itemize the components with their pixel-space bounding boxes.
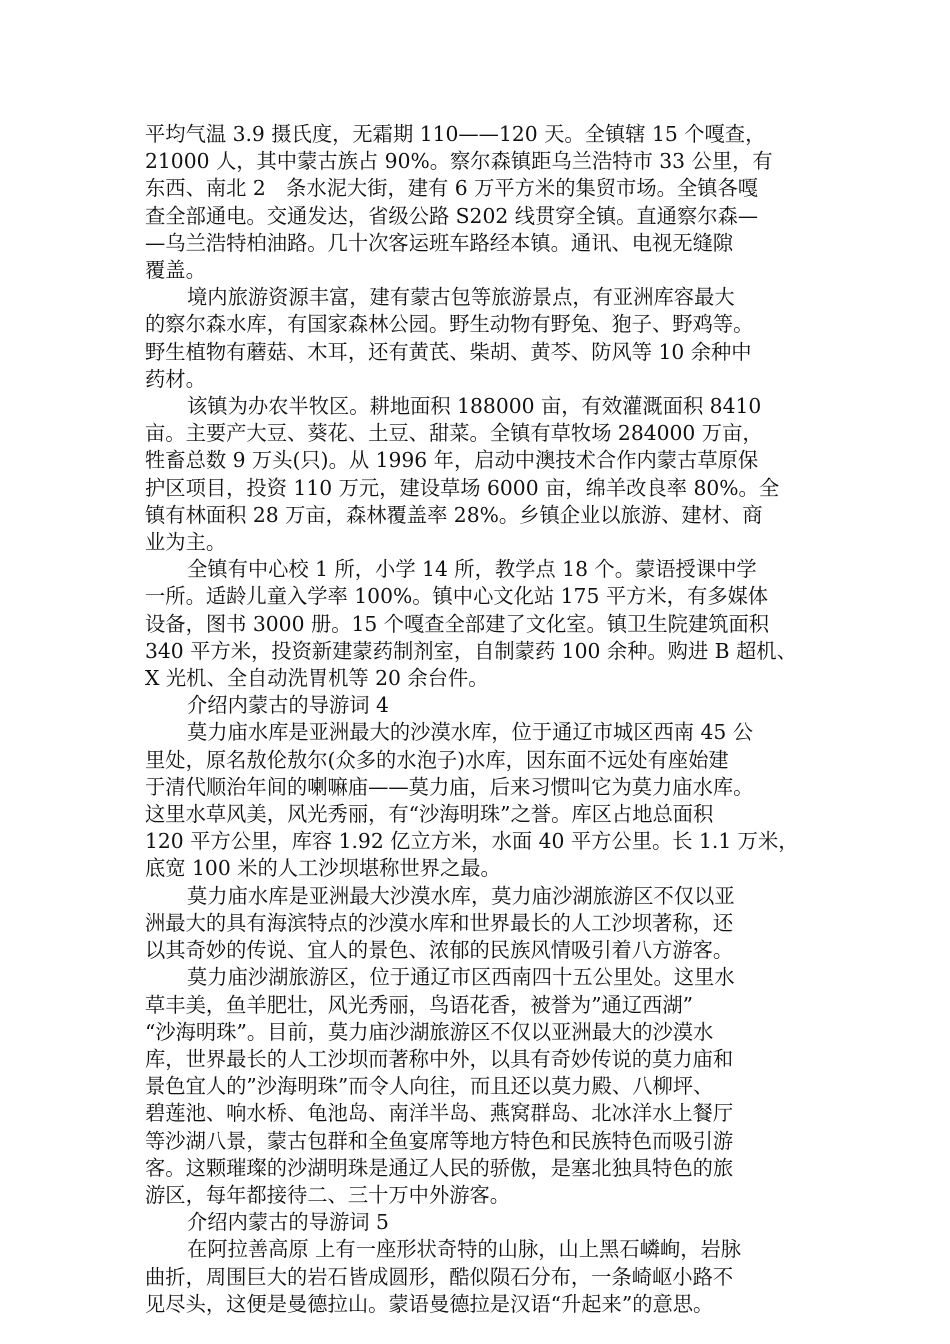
paragraph-molimiao-reservoir xyxy=(145,719,805,882)
text-line: 莫力庙水库是亚洲最大沙漠水库，莫力庙沙湖旅游区不仅以亚 xyxy=(187,883,735,908)
text-line: 药材。 xyxy=(145,366,206,391)
text-line: 客。这颗璀璨的沙湖明珠是通辽人民的骄傲，是塞北独具特色的旅 xyxy=(145,1155,734,1180)
text-line: 全镇有中心校 1 所，小学 14 所，教学点 18 个。蒙语授课中学 xyxy=(187,557,757,582)
text-line: 平均气温 3.9 摄氏度，无霜期 110——120 天。全镇辖 15 个嘎查， xyxy=(145,122,766,146)
text-line: 牲畜总数 9 万头(只)。从 1996 年，启动中澳技术合作内蒙古草原保 xyxy=(145,448,759,473)
text-line: 设备，图书 3000 册。15 个嘎查全部建了文化室。镇卫生院建筑面积 xyxy=(145,611,770,636)
text-line: 游区，每年都接待二、三十万中外游客。 xyxy=(145,1182,511,1207)
text-line: 以其奇妙的传说、宜人的景色、浓郁的民族风情吸引着八方游客。 xyxy=(145,938,734,963)
text-line: “沙海明珠”。目前，莫力庙沙湖旅游区不仅以亚洲最大的沙漠水 xyxy=(145,1019,714,1044)
text-line: 在阿拉善高原 上有一座形状奇特的山脉，山上黑石嶙峋，岩脉 xyxy=(187,1237,742,1262)
paragraph-mandela-mountain xyxy=(145,1236,805,1318)
text-line: 曲折，周围巨大的岩石皆成圆形，酷似陨石分布，一条崎岖小路不 xyxy=(145,1264,734,1289)
text-line: 莫力庙水库是亚洲最大的沙漠水库，位于通辽市城区西南 45 公 xyxy=(187,720,754,745)
paragraph-climate xyxy=(145,121,805,284)
text-line: 东西、南北 2 条水泥大街，建有 6 万平方米的集贸市场。全镇各嘎 xyxy=(145,176,759,201)
text-line: 境内旅游资源丰富，建有蒙古包等旅游景点，有亚洲库容最大 xyxy=(187,285,735,310)
paragraph-tourism-resources xyxy=(145,284,805,393)
text-line: 查全部通电。交通发达，省级公路 S202 线贯穿全镇。直通察尔森— xyxy=(145,203,759,228)
text-line: 野生植物有蘑菇、木耳，还有黄芪、柴胡、黄芩、防风等 10 余种中 xyxy=(145,339,752,364)
text-line: 镇有林面积 28 万亩，森林覆盖率 28%。乡镇企业以旅游、建材、商 xyxy=(145,502,763,527)
document-page xyxy=(145,121,805,1318)
text-line: 见尽头，这便是曼德拉山。蒙语曼德拉是汉语“升起来”的意思。 xyxy=(145,1291,714,1316)
text-line: 莫力庙沙湖旅游区，位于通辽市区西南四十五公里处。这里水 xyxy=(187,965,735,990)
text-line: 碧莲池、响水桥、龟池岛、南洋半岛、燕窝群岛、北冰洋水上餐厅 xyxy=(145,1101,734,1126)
text-line: 340 平方米，投资新建蒙药制剂室，自制蒙药 100 余种。购进 B 超机、 xyxy=(145,638,797,663)
text-line: 等沙湖八景，蒙古包群和全鱼宴席等地方特色和民族特色而吸引游 xyxy=(145,1128,734,1153)
text-line: 于清代顺治年间的喇嘛庙——莫力庙，后来习惯叫它为莫力庙水库。 xyxy=(145,774,754,799)
paragraph-desert-reservoir xyxy=(145,883,805,965)
text-line: X 光机、全自动洗胃机等 20 余台件。 xyxy=(145,666,489,691)
paragraph-agriculture xyxy=(145,393,805,556)
text-line: 底宽 100 米的人工沙坝堪称世界之最。 xyxy=(145,856,501,881)
text-line: 这里水草风美，风光秀丽，有“沙海明珠”之誉。库区占地总面积 xyxy=(145,802,714,827)
text-line: —乌兰浩特柏油路。几十次客运班车路经本镇。通讯、电视无缝隙 xyxy=(145,230,734,255)
text-line: 洲最大的具有海滨特点的沙漠水库和世界最长的人工沙坝著称，还 xyxy=(145,910,734,935)
text-line: 护区项目，投资 110 万元，建设草场 6000 亩，绵羊改良率 80%。全 xyxy=(145,475,780,500)
text-line: 里处，原名敖伦敖尔(众多的水泡子)水库，因东面不远处有座始建 xyxy=(145,747,729,772)
paragraph-sand-lake-area xyxy=(145,964,805,1209)
text-line: 的察尔森水库，有国家森林公园。野生动物有野兔、狍子、野鸡等。 xyxy=(145,312,754,337)
text-line: 业为主。 xyxy=(145,530,227,555)
text-line: 一所。适龄儿童入学率 100%。镇中心文化站 175 平方米，有多媒体 xyxy=(145,584,769,609)
text-line: 草丰美，鱼羊肥壮，风光秀丽，鸟语花香，被誉为”通辽西湖” xyxy=(145,992,694,1017)
text-line: 景色宜人的”沙海明珠”而令人向往，而且还以莫力殿、八柳坪、 xyxy=(145,1074,714,1099)
text-line: 120 平方公里，库容 1.92 亿立方米，水面 40 平方公里。长 1.1 万米， xyxy=(145,829,799,854)
text-line: 21000 人，其中蒙古族占 90%。察尔森镇距乌兰浩特市 33 公里，有 xyxy=(145,149,773,174)
text-line: 覆盖。 xyxy=(145,258,206,283)
text-line: 亩。主要产大豆、葵花、土豆、甜菜。全镇有草牧场 284000 万亩， xyxy=(145,421,763,446)
text-line: 该镇为办农半牧区。耕地面积 188000 亩，有效灌溉面积 8410 xyxy=(187,394,762,419)
text-line: 库，世界最长的人工沙坝而著称中外，以具有奇妙传说的莫力庙和 xyxy=(145,1046,734,1071)
section-heading-5: 介绍内蒙古的导游词 5 xyxy=(187,1210,389,1235)
paragraph-education-health xyxy=(145,556,805,692)
section-heading-4: 介绍内蒙古的导游词 4 xyxy=(187,693,389,718)
